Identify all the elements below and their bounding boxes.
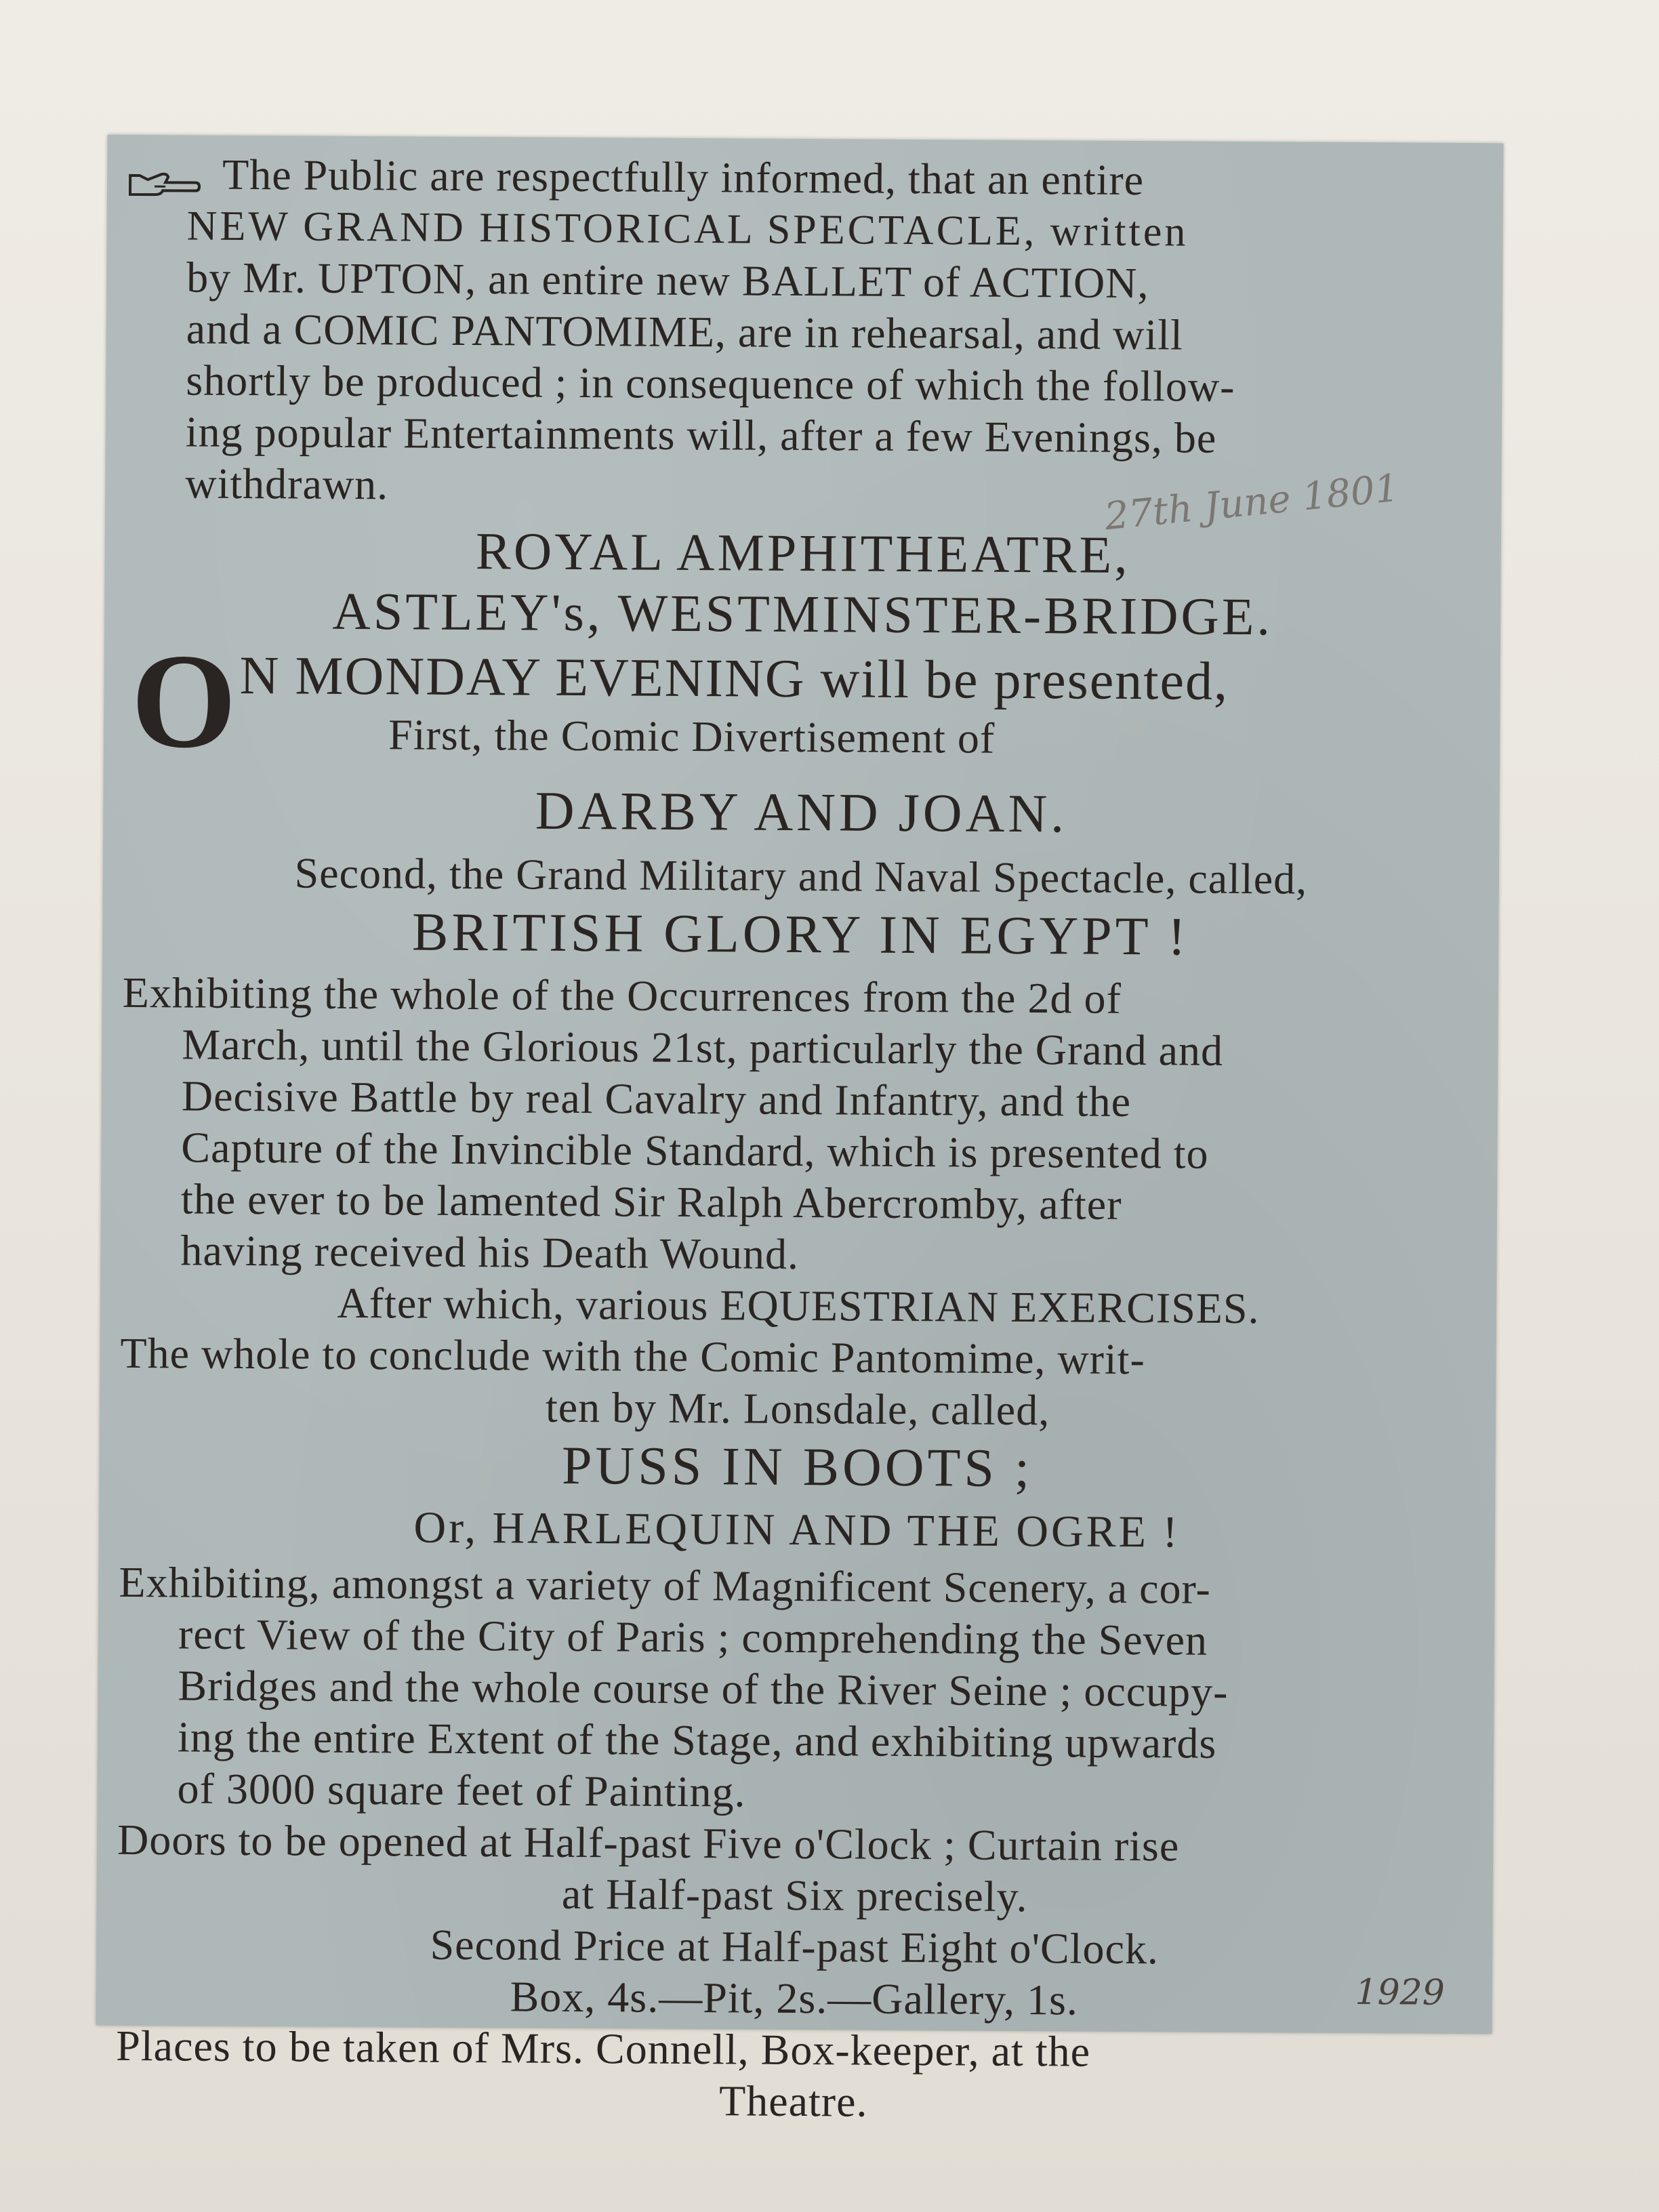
first-line: First, the Comic Divertisement of: [388, 710, 996, 762]
piece2-desc-4: Capture of the Invincible Standard, which is presented to: [181, 1123, 1209, 1178]
places-line-2: Theatre.: [718, 2076, 868, 2126]
piece2-desc-6: having received his Death Wound.: [180, 1226, 800, 1278]
handwritten-date: 27th June 1801: [1103, 466, 1401, 539]
notice-line-7: withdrawn.: [185, 459, 389, 509]
notice-line-2: NEW GRAND HISTORICAL SPECTACLE, written: [186, 203, 1189, 255]
piece2-desc-1: Exhibiting the whole of the Occurrences from the 2d of: [122, 968, 1122, 1023]
piece3-subtitle: Or, HARLEQUIN AND THE OGRE !: [413, 1502, 1181, 1557]
doors-line-2: at Half-past Six precisely.: [561, 1869, 1028, 1921]
second-price-line: Second Price at Half-past Eight o'Clock.: [430, 1920, 1160, 1973]
venue-line-2: ASTLEY's, WESTMINSTER-BRIDGE.: [332, 581, 1273, 647]
pointing-hand-icon: [127, 161, 202, 196]
prices-line: Box, 4s.—Pit, 2s.—Gallery, 1s.: [510, 1972, 1079, 2024]
piece2-desc-5: the ever to be lamented Sir Ralph Abercromby, after: [180, 1174, 1122, 1229]
playbill-clipping: [96, 135, 1503, 2126]
monday-line: N MONDAY EVENING will be presented,: [239, 645, 1229, 712]
piece3-desc-2: rect View of the City of Paris ; comprehending the Seven: [178, 1610, 1208, 1664]
piece2-desc-3: Decisive Battle by real Cavalry and Infantry, and the: [181, 1071, 1132, 1126]
catalogue-number: 1929: [1355, 1972, 1446, 2013]
doors-line-1: Doors to be opened at Half-past Five o'Clock ; Curtain rise: [117, 1815, 1180, 1870]
piece3-desc-3: Bridges and the whole course of the River Seine ; occupy-: [178, 1661, 1229, 1716]
venue-line-1: ROYAL AMPHITHEATRE,: [475, 521, 1130, 584]
piece2-title: BRITISH GLORY IN EGYPT !: [411, 902, 1189, 967]
piece1-title: DARBY AND JOAN.: [535, 781, 1068, 844]
notice-line-1: The Public are respectfully informed, that an entire: [127, 148, 1483, 208]
conclude-line-2: ten by Mr. Lonsdale, called,: [545, 1382, 1050, 1435]
piece3-desc-4: ing the entire Extent of the Stage, and exhibiting upwards: [177, 1713, 1217, 1767]
piece3-desc-1: Exhibiting, amongst a variety of Magnificent Scenery, a cor-: [119, 1557, 1212, 1613]
notice-line-6: ing popular Entertainments will, after a few Evenings, be: [185, 407, 1217, 462]
notice-line-4: and a COMIC PANTOMIME, are in rehearsal, and will: [186, 304, 1183, 359]
notice-line-3: by Mr. UPTON, an entire new BALLET of ACTION,: [186, 253, 1149, 308]
monday-heading: [124, 626, 1480, 784]
piece3-desc-5: of 3000 square feet of Painting.: [177, 1764, 746, 1816]
places-line-1: Places to be taken of Mrs. Connell, Box-keeper, at the: [116, 2021, 1091, 2076]
equestrian-line: After which, various EQUESTRIAN EXERCISES.: [337, 1278, 1260, 1333]
playbill-content: [116, 148, 1483, 2126]
notice-line-5: shortly be produced ; in consequence of which the follow-: [186, 356, 1235, 411]
piece3-title: PUSS IN BOOTS ;: [561, 1435, 1033, 1499]
conclude-line-1: The whole to conclude with the Comic Pantomime, writ-: [120, 1328, 1145, 1384]
piece2-desc-2: March, until the Glorious 21st, particularly the Grand and: [182, 1020, 1224, 1075]
drop-cap: O: [130, 626, 237, 777]
second-line: Second, the Grand Military and Naval Spectacle, called,: [294, 848, 1308, 903]
